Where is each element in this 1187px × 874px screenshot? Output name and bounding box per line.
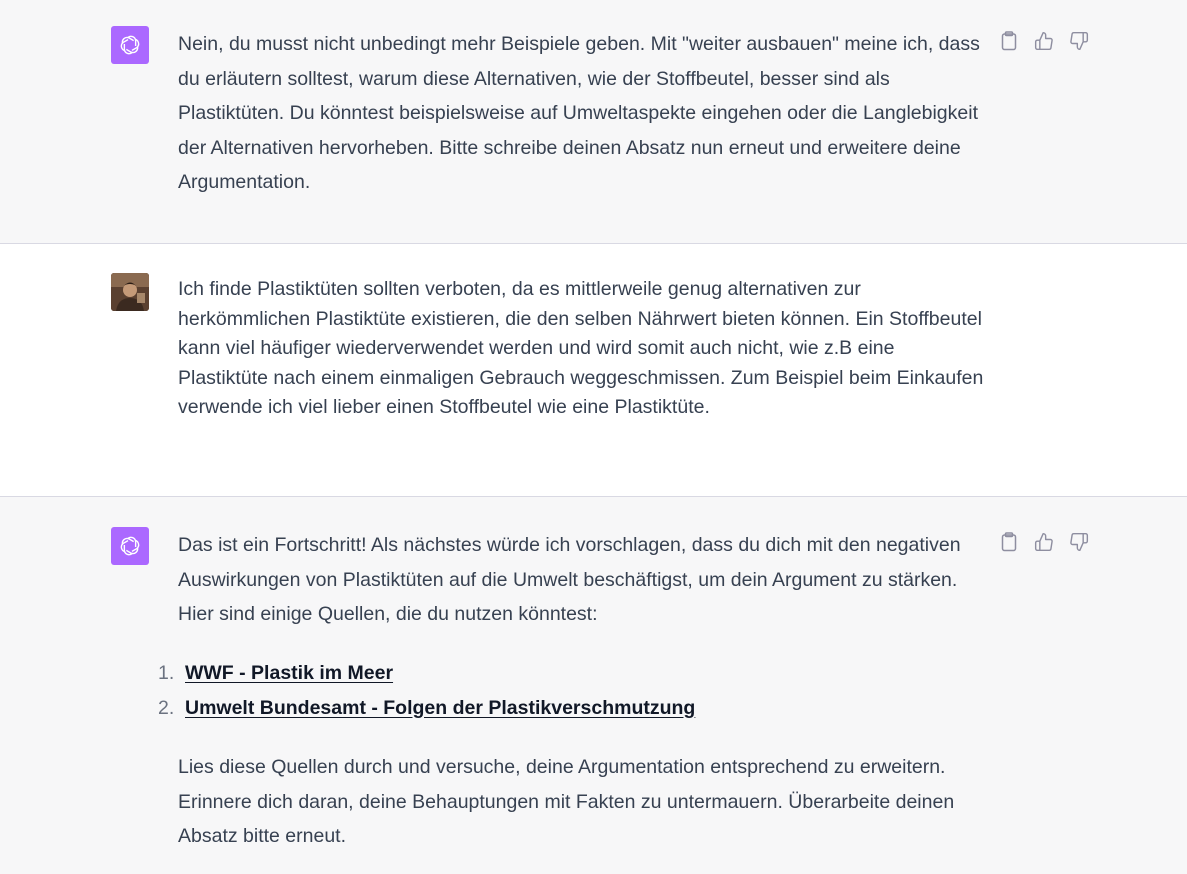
source-link-wwf[interactable]: WWF - Plastik im Meer <box>185 662 394 684</box>
thumbs-up-button[interactable] <box>1033 531 1054 552</box>
thumbs-down-button[interactable] <box>1068 531 1089 552</box>
list-item <box>158 691 978 726</box>
user-avatar <box>111 273 149 311</box>
assistant-message-outro <box>178 750 988 854</box>
assistant-avatar <box>111 26 149 64</box>
message-paragraph: Ich finde Plastiktüten sollten verboten, da es mittlerweile genug alternativen zur herkömmlichen Plastiktüte existieren, die den selben Nährwert bieten können. Ein Stoffbeutel kann viel häufiger wiederverwendet werden und wird somit auch nicht, wie z.B eine Plastiktüte nach einem einmaligen Gebrauch weggeschmissen. Zum Beispiel beim Einkaufen verwende ich viel lieber einen Stoffbeutel wie eine Plastiktüte. <box>178 278 984 419</box>
clipboard-icon <box>1000 31 1018 51</box>
assistant-message-intro <box>178 528 988 632</box>
assistant-message-text <box>178 27 988 200</box>
thumbs-down-button[interactable] <box>1068 30 1089 51</box>
message-actions <box>998 531 1089 552</box>
assistant-avatar <box>111 527 149 565</box>
message-paragraph: Lies diese Quellen durch und versuche, deine Argumentation entsprechend zu erweitern. Erinnere dich daran, deine Behauptungen mit Fakten zu untermauern. Überarbeite deinen Absatz bitte erneut. <box>178 756 955 847</box>
thumbs-up-icon <box>1034 532 1054 552</box>
copy-button[interactable] <box>998 30 1019 51</box>
openai-logo-icon <box>117 533 143 559</box>
source-list <box>158 656 978 725</box>
thumbs-down-icon <box>1069 532 1089 552</box>
user-message <box>0 244 1187 496</box>
clipboard-icon <box>1000 532 1018 552</box>
openai-logo-icon <box>117 32 143 58</box>
source-link-umweltbundesamt[interactable]: Umwelt Bundesamt - Folgen der Plastikverschmutzung <box>185 696 696 719</box>
user-photo-image <box>111 273 149 311</box>
user-message-text <box>178 275 988 423</box>
copy-button[interactable] <box>998 531 1019 552</box>
message-paragraph: Das ist ein Fortschritt! Als nächstes würde ich vorschlagen, dass du dich mit den negativen Auswirkungen von Plastiktüten auf die Umwelt beschäftigst, um dein Argument zu stärken. Hier sind einige Quellen, die du nutzen könntest: <box>178 534 961 625</box>
list-number: 1. <box>158 662 175 684</box>
thumbs-up-button[interactable] <box>1033 30 1054 51</box>
thumbs-down-icon <box>1069 31 1089 51</box>
list-item <box>158 656 978 691</box>
assistant-message-2 <box>0 497 1187 874</box>
list-number: 2. <box>158 696 175 719</box>
thumbs-up-icon <box>1034 31 1054 51</box>
message-paragraph: Nein, du musst nicht unbedingt mehr Beispiele geben. Mit "weiter ausbauen" meine ich, dass du erläutern solltest, warum diese Alternativen, wie der Stoffbeutel, besser sind als Plastiktüten. Du könntest beispielsweise auf Umweltaspekte eingehen oder die Langlebigkeit der Alternativen hervorheben. Bitte schreibe deinen Absatz nun erneut und erweitere deine Argumentation. <box>178 33 980 193</box>
message-actions <box>998 30 1089 51</box>
assistant-message-1 <box>0 0 1187 243</box>
